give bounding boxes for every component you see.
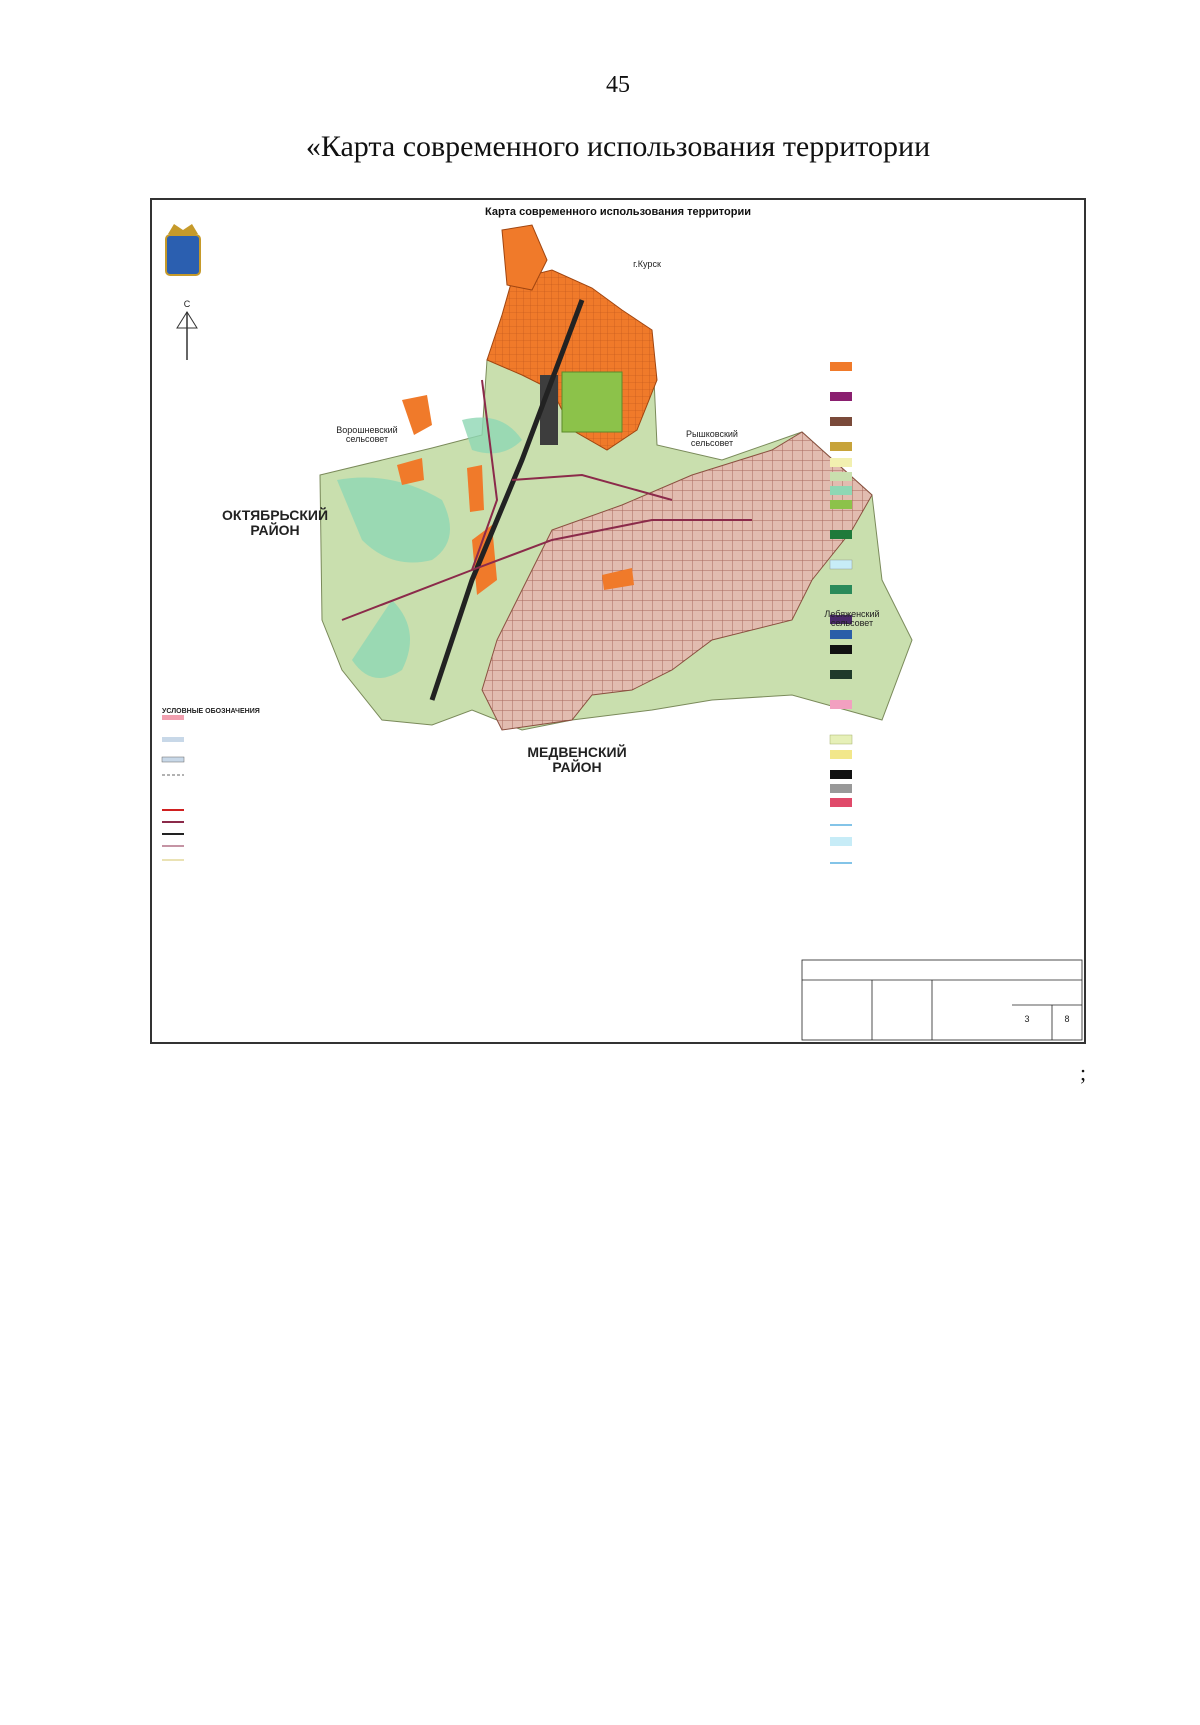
map-drawing: [152, 200, 1084, 1042]
sheet-number: 3: [1024, 1014, 1030, 1024]
map-figure: [150, 198, 1086, 1044]
title-block: [802, 960, 1082, 1040]
map-title: Карта современного использования территории: [484, 206, 752, 218]
legend-heading: УСЛОВНЫЕ ОБОЗНАЧЕНИЯ: [162, 708, 260, 715]
sheet-total: 8: [1064, 1014, 1070, 1024]
city-label: г.Курск: [633, 259, 661, 269]
district-label-oktyabrsky: ОКТЯБРЬСКИЙ РАЙОН: [221, 507, 329, 538]
district-label-medvensky: МЕДВЕНСКИЙ РАЙОН: [527, 744, 627, 775]
coat-of-arms-icon: [166, 224, 200, 275]
council-label-ryshkovsky: Рышковский сельсовет: [686, 429, 738, 449]
legend-lines-left: [162, 715, 184, 860]
council-label-lebyazhensky: Лебяженский сельсовет: [824, 609, 880, 629]
trailing-semicolon: ;: [1080, 1060, 1087, 1085]
page-number: 45: [606, 72, 630, 98]
council-label-voroshnevsky: Ворошневский сельсовет: [336, 425, 398, 445]
north-arrow-icon: [177, 312, 197, 360]
park-zone: [562, 372, 622, 432]
document-title: «Карта современного использования территории: [305, 130, 931, 163]
north-letter: С: [183, 299, 191, 309]
settlement: [467, 465, 484, 512]
